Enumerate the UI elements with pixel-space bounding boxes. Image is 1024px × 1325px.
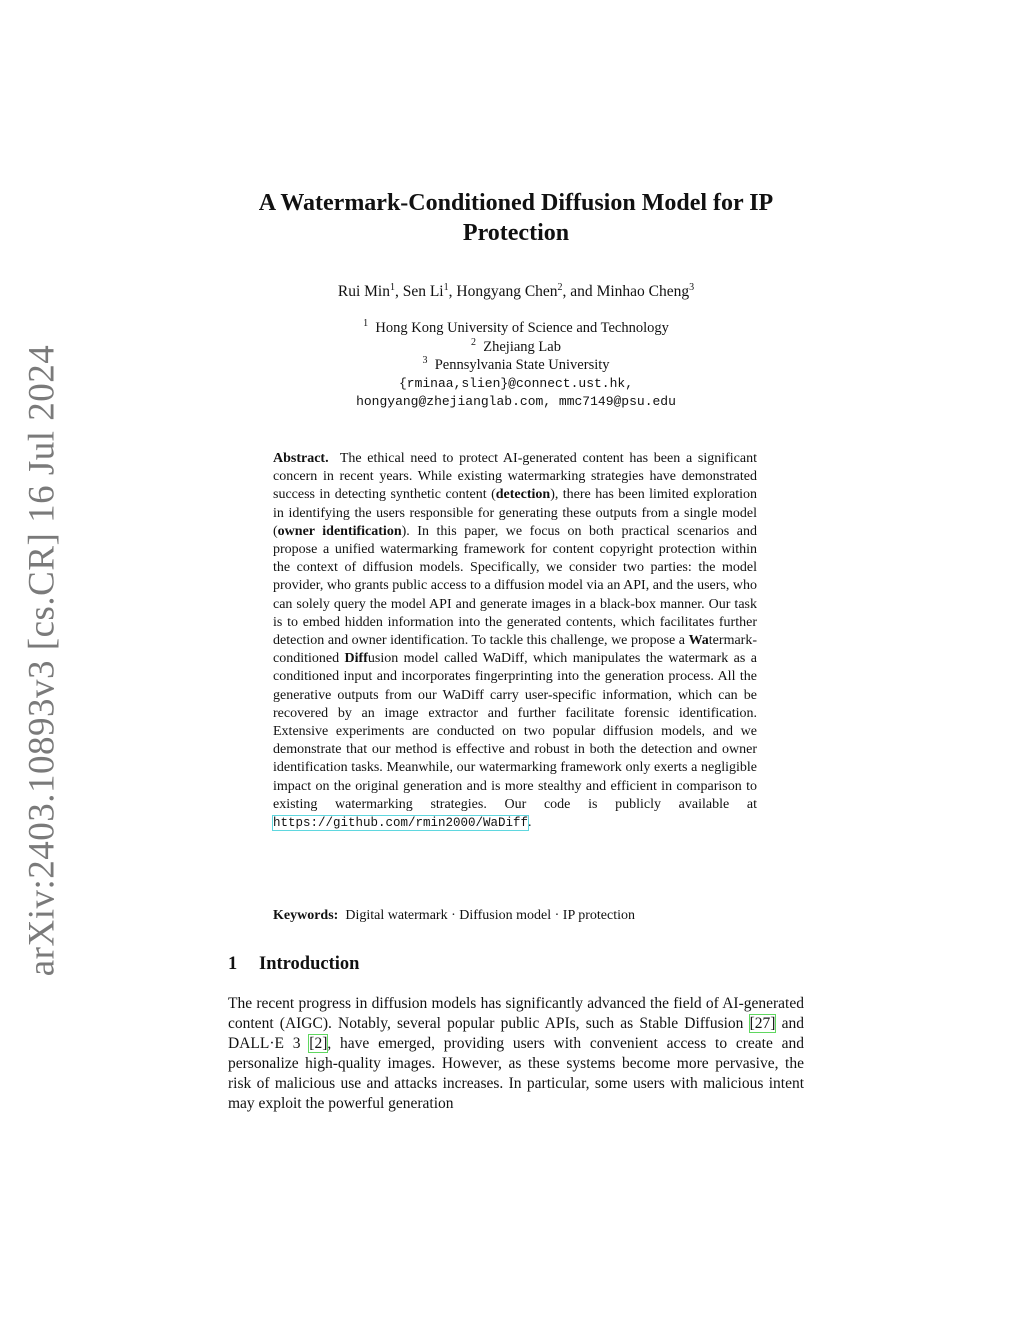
affiliation-name: Pennsylvania State University bbox=[434, 357, 610, 373]
affiliation-name: Zhejiang Lab bbox=[483, 338, 561, 355]
intro-paragraph bbox=[228, 994, 804, 1114]
affiliations bbox=[228, 319, 804, 412]
intro-text: and DALL·E 3 bbox=[228, 1015, 804, 1052]
citation-link[interactable]: [2] bbox=[309, 1035, 328, 1052]
author-affil-mark: 3 bbox=[689, 282, 695, 293]
author-affil-mark: 2 bbox=[557, 282, 563, 293]
abstract-label: Abstract. bbox=[273, 451, 329, 466]
affil-mark: 3 bbox=[422, 355, 428, 366]
author-name: Minhao Cheng bbox=[596, 283, 690, 300]
abstract-emphasis: Wa bbox=[688, 633, 709, 649]
email-line: {rminaa,slien}@connect.ust.hk, bbox=[398, 375, 634, 391]
section-title: Introduction bbox=[259, 954, 360, 974]
abstract-text: ). In this paper, we focus on both practical scenarios and propose a unified watermarking framework for content copyright protection within the context of diffusion models. Specifically, we consider two parties: the model provider, who grants public access to a diffusion model via an API, and the users, who can solely query the model API and generate images in a black-box manner. Our task is to embed hidden information into the generated contents, which facilitates further detection and owner identification. To tackle this challenge, we propose a bbox=[273, 523, 758, 649]
keywords-text: Digital watermark · Diffusion model · IP protection bbox=[345, 908, 635, 923]
affiliation-line bbox=[228, 356, 804, 375]
keywords-label: Keywords: bbox=[273, 908, 339, 923]
abstract-emphasis: Diff bbox=[344, 651, 368, 667]
abstract-text: usion model called WaDiff, which manipulates the watermark as a conditioned input and incorporates fingerprinting into the generation process. All the generative outputs from our WaDiff carry user-specific information, which can be recovered by an image extractor and further facilitate forensic identification. Extensive experiments are conducted on two popular diffusion models, and we demonstrate that our method is effective and robust in both the detection and owner identification tasks. Meanwhile, our watermarking framework only exerts a negligible impact on the original generation and is more stealthy and efficient in comparison to existing watermarking strategies. Our code is publicly available at bbox=[273, 651, 757, 812]
abstract-emphasis: detection bbox=[495, 487, 551, 503]
affil-mark: 2 bbox=[471, 336, 477, 348]
section-number: 1 bbox=[228, 954, 238, 974]
arxiv-identifier-stamp bbox=[20, 344, 64, 976]
author-list: Rui Min$^1$, Sen Li$^1$, Hongyang Chen$^2$, and Minhao Cheng$^3$ bbox=[337, 282, 695, 300]
citation-link[interactable]: [27] bbox=[749, 1015, 776, 1032]
author-affil-mark: 1 bbox=[443, 282, 449, 293]
author-name: Hongyang Chen bbox=[456, 283, 558, 300]
affiliation-name: Hong Kong University of Science and Technology bbox=[375, 320, 669, 336]
abstract-text: ), there has been limited exploration in identifying the users responsible for generating these outputs from a single model ( bbox=[273, 487, 757, 539]
paper-title: A Watermark-Conditioned Diffusion Model for IP Protection bbox=[258, 190, 774, 246]
abstract-text: termark-conditioned bbox=[273, 633, 757, 667]
affiliation-line bbox=[228, 338, 804, 357]
keywords bbox=[273, 907, 757, 925]
affiliation-line bbox=[228, 319, 804, 338]
author-name: Sen Li bbox=[402, 283, 444, 300]
code-repository-link[interactable]: https://github.com/rmin2000/WaDiff bbox=[273, 816, 529, 831]
abstract-end: . bbox=[528, 815, 532, 831]
affil-mark: 1 bbox=[363, 318, 369, 329]
author-affil-mark: 1 bbox=[389, 282, 395, 293]
abstract bbox=[273, 450, 757, 832]
section-heading bbox=[228, 954, 804, 975]
author-name: Rui Min bbox=[337, 283, 390, 300]
email-line: hongyang@zhejianglab.com, mmc7149@psu.edu bbox=[356, 394, 676, 409]
intro-text: , have emerged, providing users with convenient access to create and personalize high-quality images. However, as these systems become more pervasive, the risk of malicious use and attacks increases. In particular, some users with malicious intent may exploit the powerful generation bbox=[228, 1035, 805, 1112]
abstract-text: The ethical need to protect AI-generated content has been a significant concern in recent years. While existing watermarking strategies have demonstrated success in detecting synthetic content ( bbox=[273, 451, 757, 503]
intro-text: The recent progress in diffusion models has significantly advanced the field of AI-generated content (AIGC). Notably, several popular public APIs, such as Stable Diffusion bbox=[228, 995, 804, 1032]
abstract-emphasis: owner identification bbox=[277, 523, 402, 539]
arxiv-id-text: arXiv:2403.10893v3 [cs.CR] 16 Jul 2024 bbox=[21, 344, 63, 976]
